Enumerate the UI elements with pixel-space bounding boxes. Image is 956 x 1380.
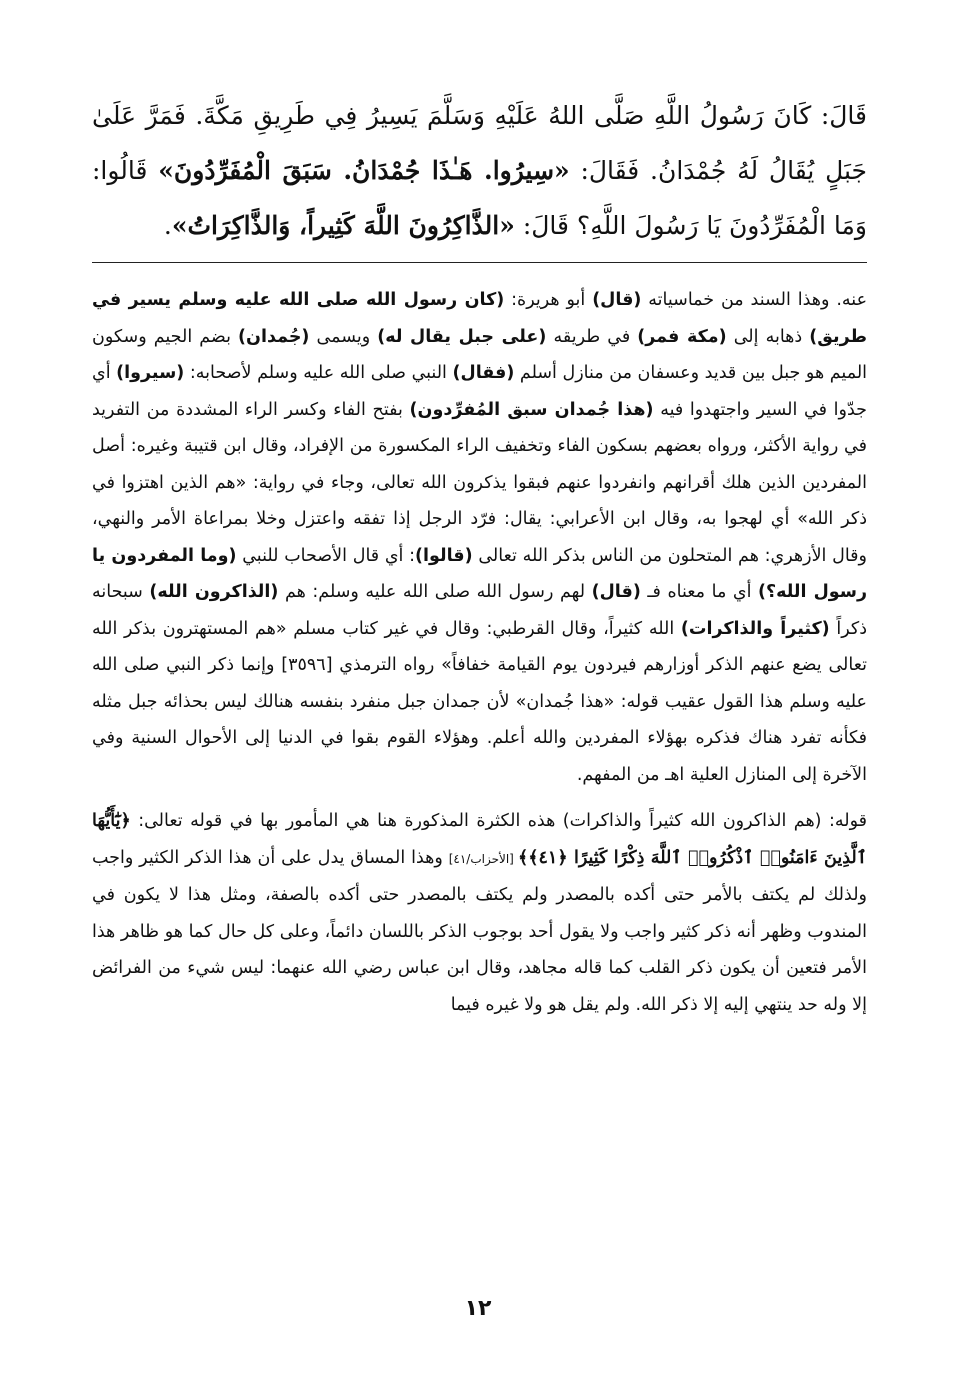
bold-phrase: (هذا جُمدان سبق المُفرِّدون) xyxy=(409,399,654,420)
bold-phrase: (قالوا) xyxy=(415,545,473,566)
bold-phrase: (سيروا) xyxy=(116,363,185,383)
commentary-text: الله كثيراً، وقال القرطبي: وقال في غير كتاب مسلم «هم المستهترون بذكر الله تعالى يضع عنهم الذكر أوزارهم فيردون يوم القيامة خفافاً» رواه الترمذي [٣٥٩٦] وإنما ذكر النبي صلى الله عليه وسلم هذا القول عقيب قوله: «هذا جُمدان» لأن جمدان جبل منفرد بنفسه هنالك ليس بحذائه جبل مثله فكأنه تفرد هناك فذكره بهؤلاء المفردين والله أعلم. وهؤلاء القوم بقوا في الدنيا إلى الأحوال السنية وفي الآخرة إلى المنازل العلية اهـ من المفهم. xyxy=(92,618,868,785)
commentary-text: أي جدّوا في السير واجتهدوا فيه xyxy=(92,363,867,420)
commentary-text: سبحانه ذكراً xyxy=(92,582,867,639)
commentary-text: في طريقه xyxy=(546,326,638,347)
paragraph-2-body: وهذا المساق يدل على أن هذا الذكر الكثير واجب ولذلك لم يكتف بالأمر حتى أكده بالمصدر ولم يكتف بالمصدر حتى أكده بالصفة، ومثل هذا لا يكون في المندوب وظهر أنه ذكر كثير واجب ولا يقول أحد بوجوب الذكر باللسان دائماً، وعلى كل حال كما هو ظاهر هذا الأمر فتعين أن يكون ذكر القلب كما قاله مجاهد، وقال ابن عباس رضي الله عنهما: ليس شيء من الفرائض إلا وله حد ينتهي إليه إلا ذكر الله. ولم يقل هو ولا غيره فيما xyxy=(92,847,867,1015)
page-number: ١٢ xyxy=(464,1296,492,1321)
commentary-text: بضم الجيم وسكون الميم هو جبل بين قديد وعسفان من منازل أسلم xyxy=(92,326,868,383)
bold-phrase: (على جبل يقال له) xyxy=(377,326,547,347)
hadith-part-1: قَالَ: كَانَ رَسُولُ اللَّهِ صَلَّى اللهُ عَلَيْهِ وَسَلَّمَ يَسِيرُ فِي طَرِيقِ مَكَّةَ. فَمَرَّ عَلَىٰ جَبَلٍ يُقَالُ لَهُ جُمْدَانُ. فَقَالَ: xyxy=(92,101,868,185)
commentary-text: : أي قال الأصحاب للنبي xyxy=(236,545,416,566)
commentary-text: النبي صلى الله عليه وسلم لأصحابه: xyxy=(184,363,453,383)
commentary-paragraph-2 xyxy=(92,803,867,1023)
commentary-text: بفتح الفاء وكسر الراء المشددة من التفريد في رواية الأكثر، ورواه بعضهم بسكون الفاء وتخفيف الراء المكسورة من الإفراد، وقال ابن قتيبة وغيره: أصل المفردين الذين هلك أقرانهم وانفردوا عنهم فبقوا يذكرون الله تعالى، وجاء في رواية: «هم الذين اهتزوا في ذكر الله» أي لهجوا به، وقال ابن الأعرابي: يقال: فرّد الرجل إذا تفقه واعتزل وخلا بمراعاة الأمر والنهي، وقال الأزهري: هم المتحلون من الناس بذكر الله تعالى xyxy=(92,399,868,566)
commentary-text: أي ما معناه فـ xyxy=(640,582,759,602)
bold-phrase: (الذاكرون الله) xyxy=(149,582,279,602)
hadith-highlight-1: «سِيرُوا. هَـٰذَا جُمْدَانُ. سَبَقَ الْمُفَرِّدُونَ» xyxy=(158,156,570,185)
commentary-paragraph-1 xyxy=(92,282,867,793)
verse-reference: [الأحزاب/٤١] xyxy=(448,851,518,866)
commentary-text: ذهابه إلى xyxy=(726,326,810,347)
hadith-highlight-2: «الذَّاكِرُونَ اللَّهَ كَثِيراً، وَالذَّاكِرَاتُ» xyxy=(171,211,515,240)
bold-phrase: (قال) xyxy=(592,290,642,310)
commentary-text: أبو هريرة: xyxy=(504,290,593,310)
bold-phrase: (كان رسول الله صلى الله عليه وسلم يسير في طريق) xyxy=(92,290,867,347)
bold-phrase: (وما المفردون يا رسول الله؟) xyxy=(92,545,868,602)
bold-phrase: (فقال) xyxy=(452,363,515,383)
commentary-text: ويسمى xyxy=(309,326,378,347)
hadith-part-2: قَالُوا: وَمَا الْمُفَرِّدُونَ يَا رَسُولَ اللَّهِ؟ قَالَ: xyxy=(92,156,867,240)
hadith-text xyxy=(92,88,867,253)
commentary-text: لهم رسول الله صلى الله عليه وسلم: هم xyxy=(278,582,592,602)
bold-phrase: (كثيراً والذاكرات) xyxy=(680,618,830,639)
paragraph-2-intro: قوله: (هم الذاكرون الله كثيراً والذاكرات) هذه الكثرة المذكورة هنا هي المأمور بها في قوله تعالى: xyxy=(130,811,867,831)
quran-verse: ﴿يَٰٓأَيُّهَا ٱلَّذِينَ ءَامَنُوا۟ ٱذْكُرُوا۟ ٱللَّهَ ذِكْرًا كَثِيرًا ﴿٤١﴾﴾ xyxy=(92,811,867,868)
commentary xyxy=(92,282,867,1023)
section-divider xyxy=(92,262,867,263)
commentary-text: عنه. وهذا السند من خماسياته xyxy=(641,290,868,310)
hadith-part-3: . xyxy=(163,211,172,240)
bold-phrase: (جُمدان) xyxy=(238,326,310,347)
bold-phrase: (قال) xyxy=(591,582,641,602)
bold-phrase: (مكة فمر) xyxy=(637,326,727,347)
